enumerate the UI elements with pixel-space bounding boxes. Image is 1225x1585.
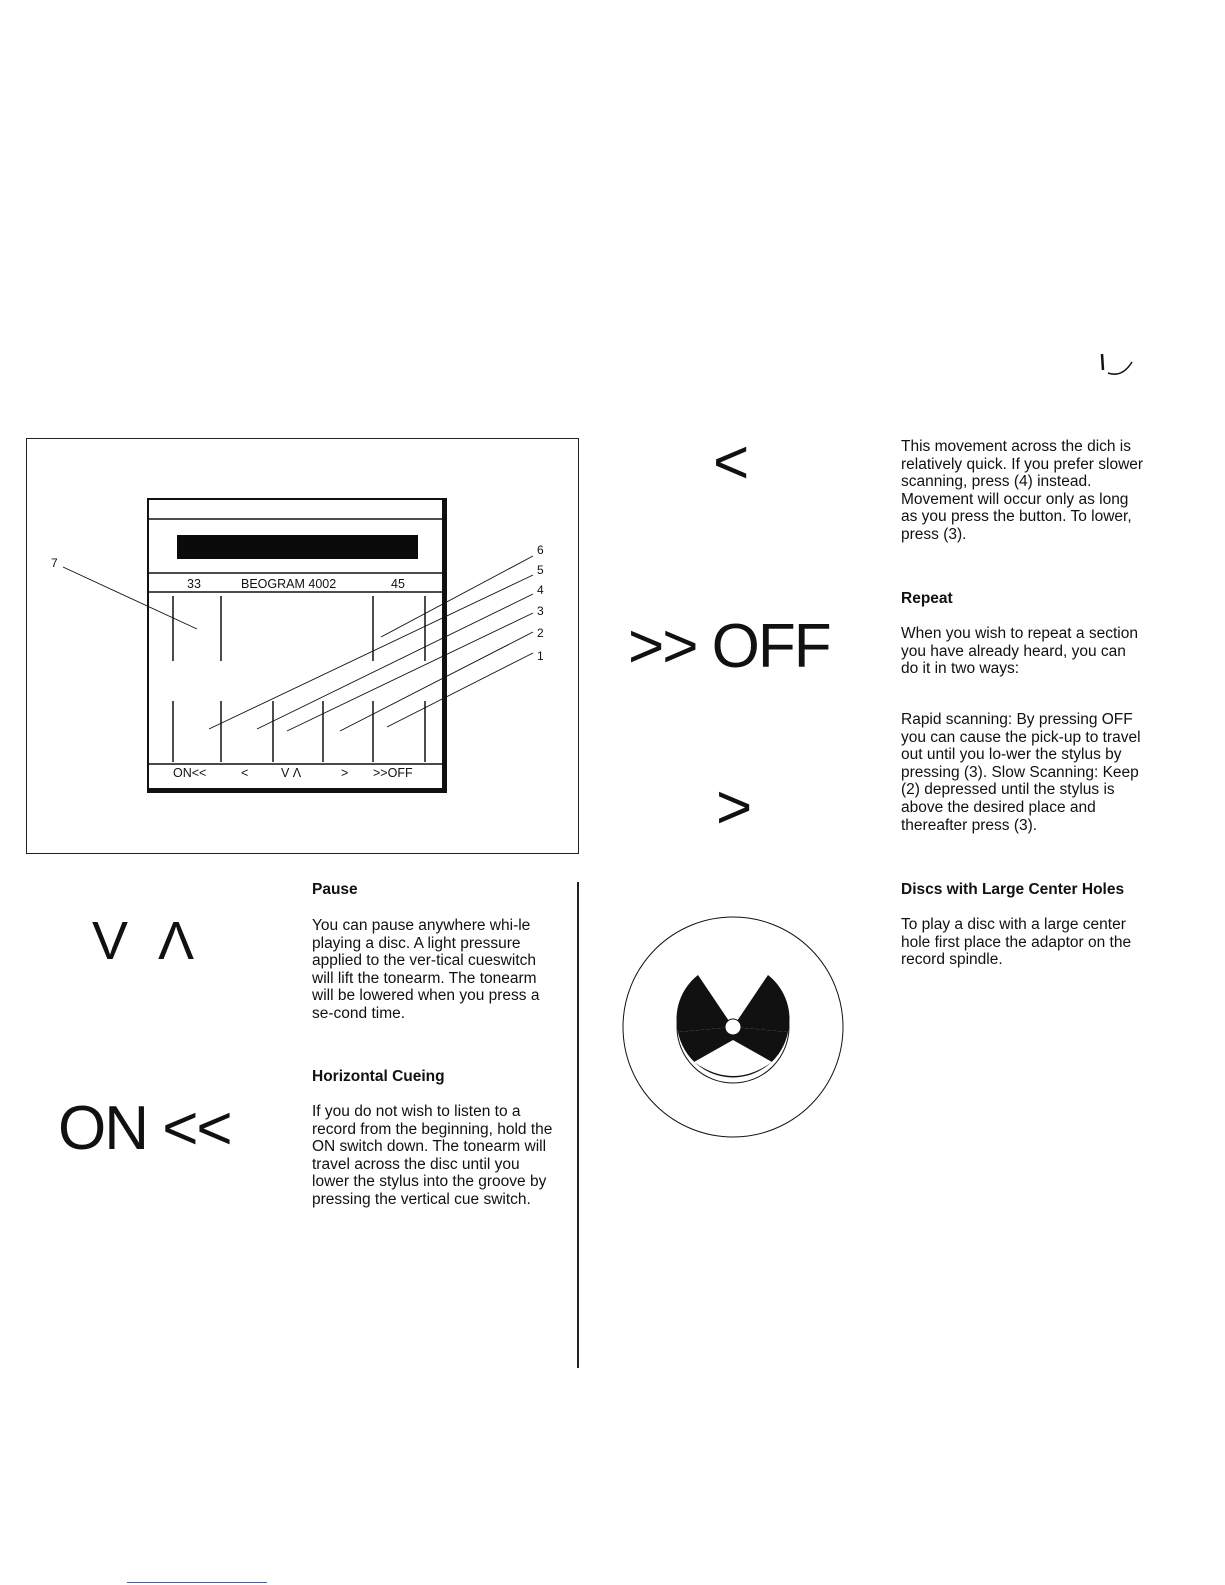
horizontal-cueing-paragraph: If you do not wish to listen to a record from the beginning, hold the ON switch down. The tonearm will travel across the disc until you lower the stylus into the groove by pressing the vertical cue switch.	[312, 1103, 553, 1208]
panel-label-left: <	[241, 766, 249, 780]
off-forward-symbol: >> OFF	[628, 612, 830, 681]
vertical-cue-symbol: V Λ	[92, 911, 195, 971]
callout-7: 7	[51, 556, 58, 570]
panel-label-off: >>OFF	[373, 766, 413, 780]
right-arrow-symbol: >	[716, 773, 753, 842]
corner-mark	[1096, 352, 1136, 382]
scan-intro-paragraph: This movement across the dich is relatively quick. If you prefer slower scanning, press (4) instead. Movement will occur only as long as you press the button. To lower, press (3).	[901, 438, 1144, 543]
callout-6: 6	[537, 543, 544, 557]
control-panel-figure	[26, 438, 579, 854]
callout-2: 2	[537, 626, 544, 640]
panel-label-on-rewind: ON<<	[173, 766, 207, 780]
callout-5: 5	[537, 563, 544, 577]
callout-3: 3	[537, 604, 544, 618]
on-rewind-symbol: ON <<	[58, 1094, 231, 1163]
discs-heading: Discs with Large Center Holes	[901, 881, 1125, 898]
control-panel-diagram	[27, 439, 580, 855]
repeat-paragraph-2: Rapid scanning: By pressing OFF you can cause the pick-up to travel out until you lo-wer the stylus by pressing (3). Slow Scanning: Keep (2) depressed until the stylus is above the desired place and thereafter press (3).	[901, 711, 1141, 834]
discs-paragraph: To play a disc with a large center hole first place the adaptor on the record spindle.	[901, 916, 1132, 969]
column-divider	[577, 882, 579, 1368]
disc-adapter-illustration	[618, 912, 848, 1142]
horizontal-cueing-heading: Horizontal Cueing	[312, 1068, 445, 1085]
speed-45-label: 45	[391, 577, 405, 591]
panel-label-right: >	[341, 766, 349, 780]
model-label: BEOGRAM 4002	[241, 577, 337, 591]
display-bar	[177, 535, 418, 559]
page-footer-rule	[127, 1582, 267, 1583]
panel-label-vertical: V Λ	[281, 766, 302, 780]
pause-paragraph: You can pause anywhere whi-le playing a disc. A light pressure applied to the ver-tical cueswitch will lift the tonearm. The tonearm will be lowered when you press a se-cond time.	[312, 917, 540, 1022]
speed-33-label: 33	[187, 577, 201, 591]
left-arrow-symbol: <	[713, 428, 750, 497]
callout-1: 1	[537, 649, 544, 663]
pause-heading: Pause	[312, 881, 358, 898]
callout-4: 4	[537, 583, 544, 597]
repeat-paragraph-1: When you wish to repeat a section you have already heard, you can do it in two ways:	[901, 625, 1138, 678]
repeat-heading: Repeat	[901, 590, 953, 607]
